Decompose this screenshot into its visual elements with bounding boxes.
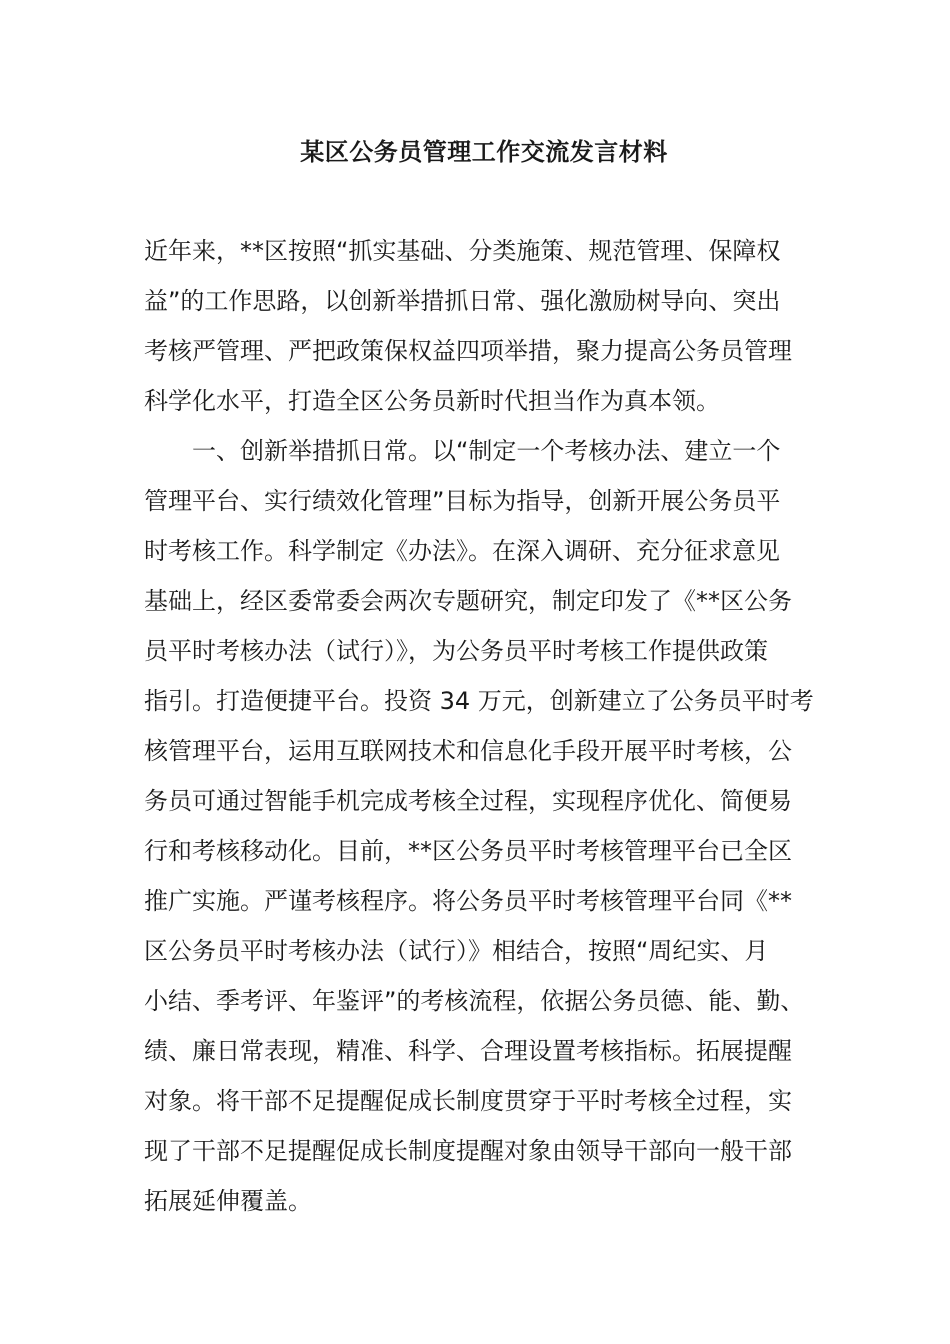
body-line: 务员可通过智能手机完成考核全过程，实现程序优化、简便易 [144,787,792,815]
body-line: 考核严管理、严把政策保权益四项举措，聚力提高公务员管理 [144,337,792,365]
body-line: 区公务员平时考核办法（试行）》相结合，按照“周纪实、月 [144,937,769,965]
body-line: 科学化水平，打造全区公务员新时代担当作为真本领。 [144,387,720,415]
section-heading-line: 一、创新举措抓日常。以“制定一个考核办法、建立一个 [192,437,781,465]
body-line: 对象。将干部不足提醒促成长制度贯穿于平时考核全过程，实 [144,1087,792,1115]
body-line: 指引。打造便捷平台。投资 34 万元，创新建立了公务员平时考 [144,687,814,715]
body-line: 员平时考核办法（试行）》，为公务员平时考核工作提供政策 [144,637,768,665]
body-line: 绩、廉日常表现，精准、科学、合理设置考核指标。拓展提醒 [144,1037,792,1065]
body-line: 拓展延伸覆盖。 [144,1187,312,1215]
body-line: 益”的工作思路，以创新举措抓日常、强化激励树导向、突出 [144,287,781,315]
body-line: 现了干部不足提醒促成长制度提醒对象由领导干部向一般干部 [144,1137,792,1165]
body-line: 基础上，经区委常委会两次专题研究，制定印发了《**区公务 [144,587,792,615]
document-title: 某区公务员管理工作交流发言材料 [300,138,668,166]
body-line: 小结、季考评、年鉴评”的考核流程，依据公务员德、能、勤、 [144,987,805,1015]
body-line: 行和考核移动化。目前，**区公务员平时考核管理平台已全区 [144,837,792,865]
body-line: 推广实施。严谨考核程序。将公务员平时考核管理平台同《** [144,887,792,915]
document-body [144,226,814,1226]
body-line: 时考核工作。科学制定《办法》。在深入调研、充分征求意见 [144,537,780,565]
body-line: 核管理平台，运用互联网技术和信息化手段开展平时考核，公 [144,737,792,765]
body-line: 近年来，**区按照“抓实基础、分类施策、规范管理、保障权 [144,237,781,265]
body-line: 管理平台、实行绩效化管理”目标为指导，创新开展公务员平 [144,487,781,515]
